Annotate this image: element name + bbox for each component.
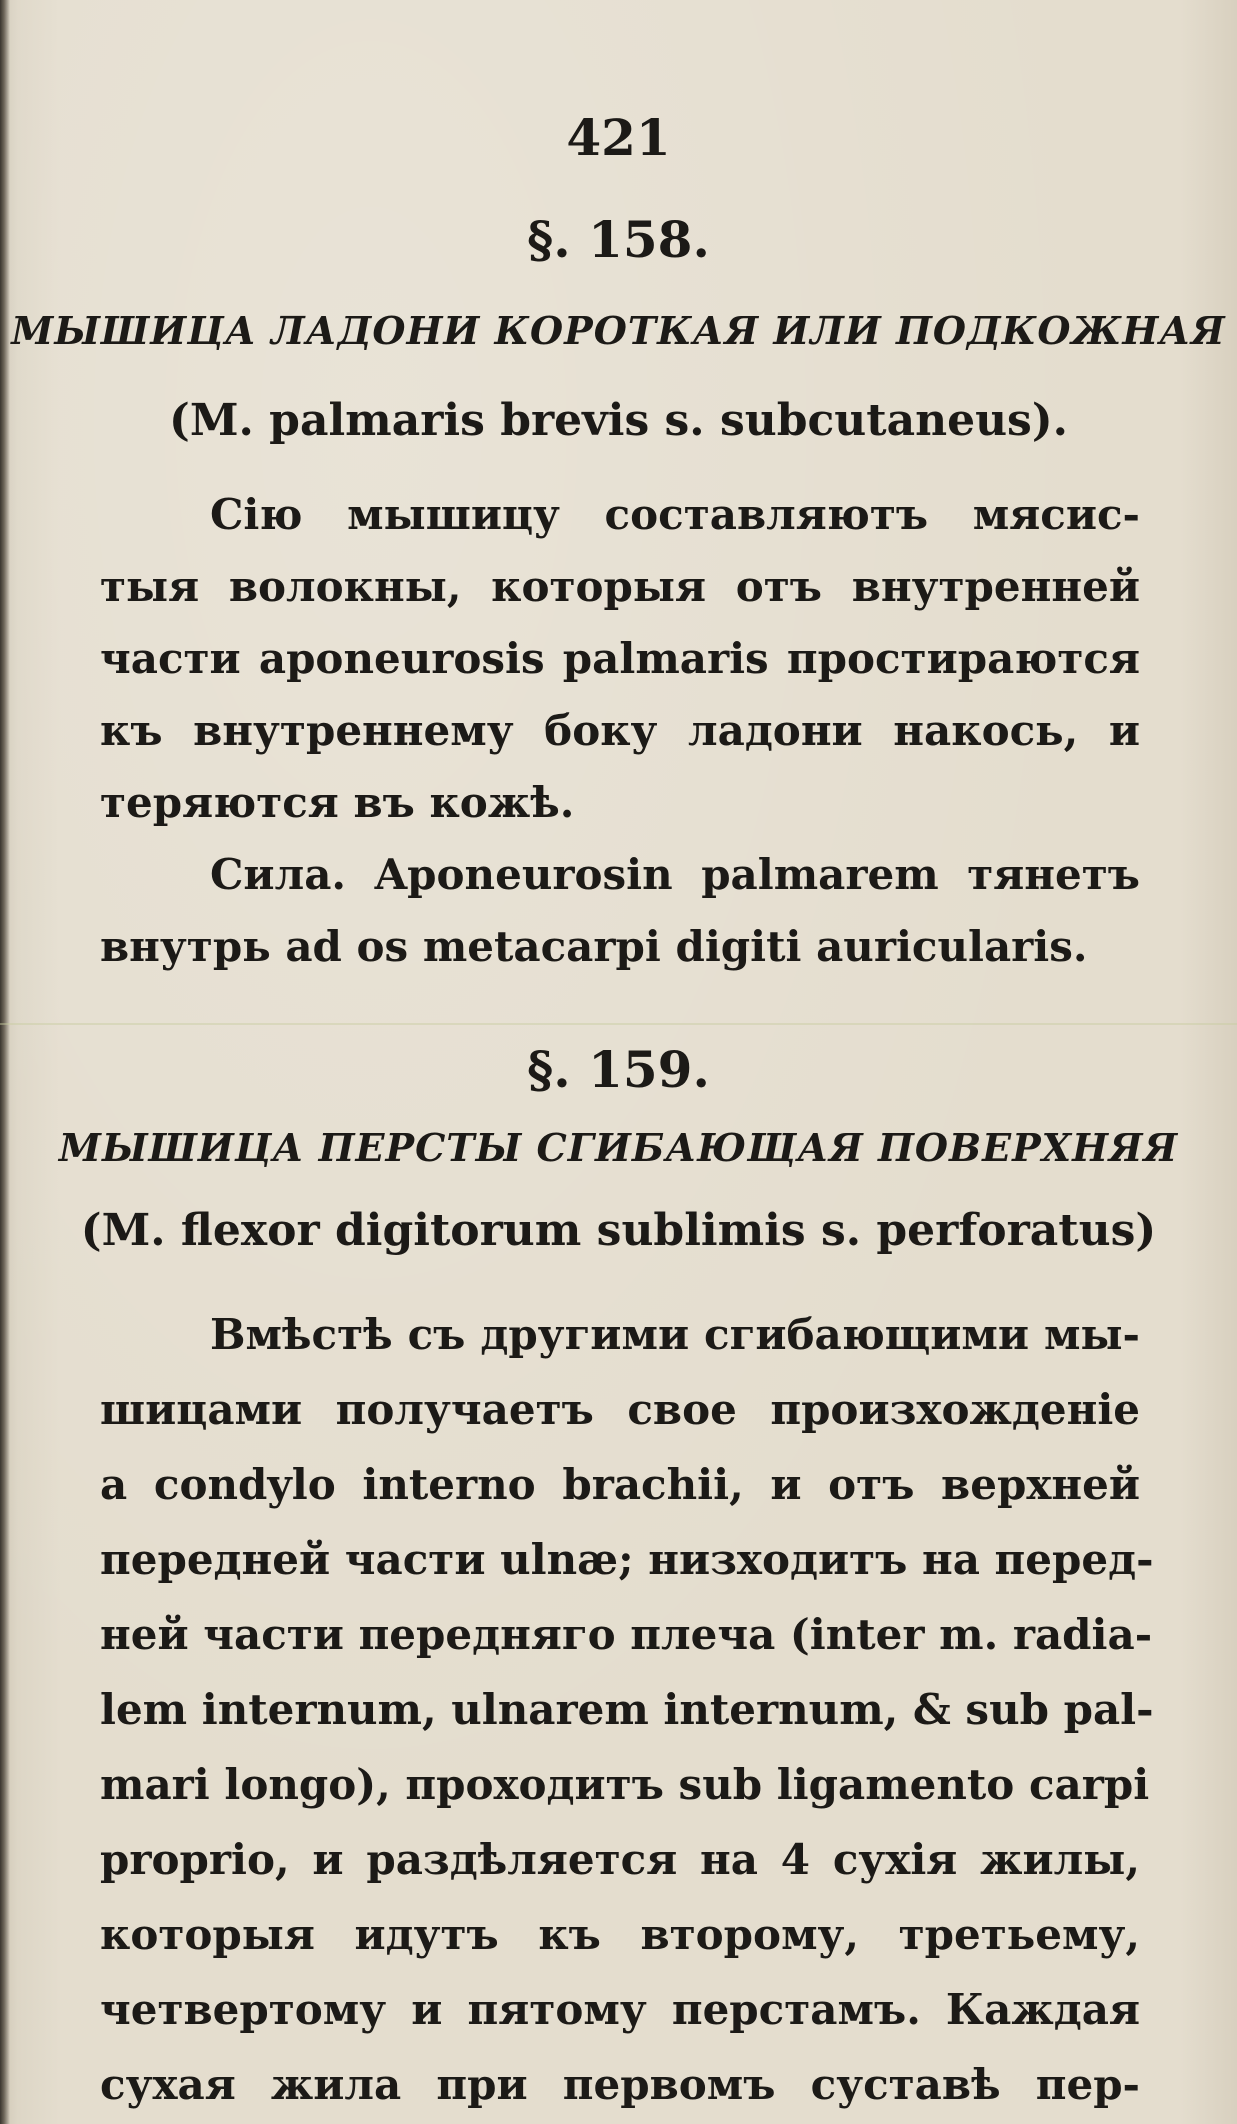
text-line: внутрь ad os metacarpi digiti auricularis. (100, 922, 1088, 971)
text-line: тыя волокны, которыя отъ внутренней (100, 562, 1140, 611)
text-line: mari longo), проходитъ sub ligamento carpi (100, 1760, 1150, 1809)
text-line: четвертому и пятому перстамъ. Каждая (100, 1985, 1140, 2034)
text-line: proprio, и раздѣляется на 4 сухія жилы, (100, 1835, 1140, 1884)
text-line: a condylo interno brachii, и отъ верхней (100, 1460, 1140, 1509)
text-line: Вмѣстѣ съ другими сгибающими мы- (210, 1310, 1140, 1359)
section-number: §. 159. (527, 1040, 710, 1099)
section-title: МЫШИЦА ЛАДОНИ КОРОТКАЯ ИЛИ ПОДКОЖНАЯ (11, 308, 1226, 353)
text-line: передней части ulnæ; низходитъ на перед- (100, 1535, 1154, 1584)
text-line: Сію мышицу составляютъ мясис- (210, 490, 1140, 539)
text-line: теряются въ кожѣ. (100, 778, 575, 827)
latin-name: (M. flexor digitorum sublimis s. perforatus) (80, 1205, 1157, 1256)
page-fold-line (0, 1023, 1237, 1025)
text-line: части aponeurosis palmaris простираются (100, 634, 1140, 683)
text-line: Сила. Aponeurosin palmarem тянетъ (210, 850, 1140, 899)
text-line: къ внутреннему боку ладони накось, и (100, 706, 1140, 755)
text-line: сухая жила при первомъ суставѣ пер- (100, 2060, 1140, 2109)
text-line: lem internum, ulnarem internum, & sub pal- (100, 1685, 1154, 1734)
latin-name: (M. palmaris brevis s. subcutaneus). (169, 395, 1068, 446)
section-number: §. 158. (527, 210, 710, 269)
page-number: 421 (566, 108, 671, 167)
section-title: МЫШИЦА ПЕРСТЫ СГИБАЮЩАЯ ПОВЕРХНЯЯ (58, 1125, 1179, 1170)
text-line: которыя идутъ къ второму, третьему, (100, 1910, 1140, 1959)
text-line: ней части передняго плеча (inter m. radia- (100, 1610, 1153, 1659)
text-line: шицами получаетъ свое произхожденіе (100, 1385, 1140, 1434)
